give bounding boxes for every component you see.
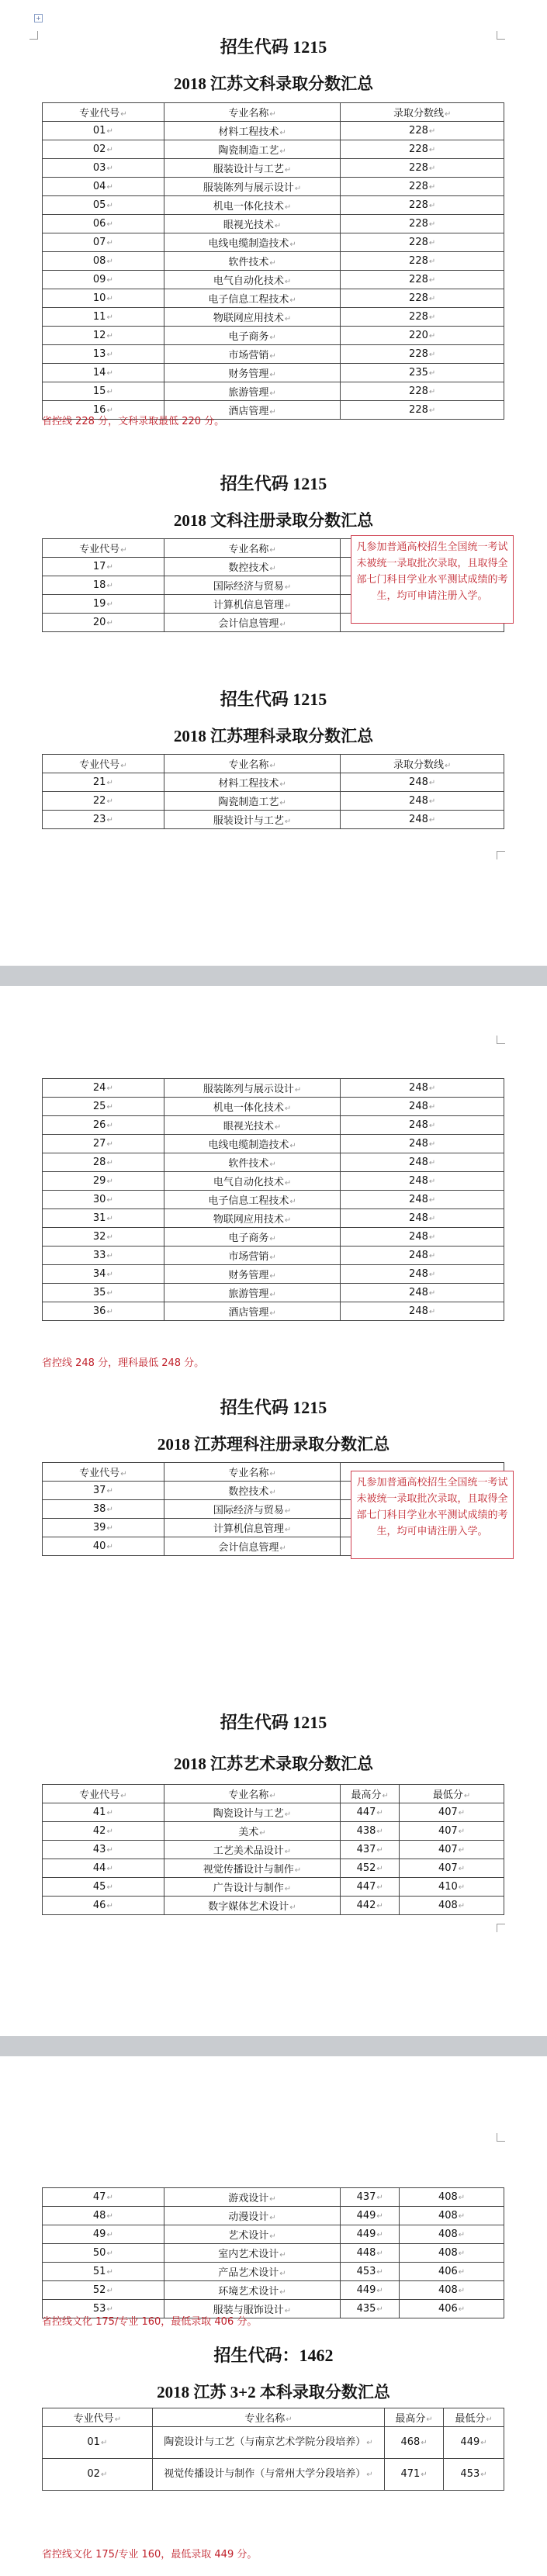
major-name-cell: 物联网应用技术 ↵	[164, 1209, 341, 1228]
major-name-cell: 产品艺术设计 ↵	[164, 2263, 341, 2281]
table-row	[43, 233, 504, 252]
major-name-cell: 服装陈列与展示设计 ↵	[164, 178, 341, 196]
major-code-cell: 47 ↵	[43, 2188, 164, 2207]
major-code-cell: 15 ↵	[43, 382, 164, 401]
liberal-arts-score-table	[42, 102, 504, 420]
score-cell: 453 ↵	[341, 2263, 400, 2281]
table-row	[43, 2188, 504, 2207]
major-name-cell: 数控技术 ↵	[164, 1482, 341, 1500]
table-title: 2018 江苏理科录取分数汇总	[173, 727, 374, 745]
score-cell: 228 ↵	[341, 345, 504, 364]
major-code-cell: 25 ↵	[43, 1098, 164, 1116]
table-row	[43, 271, 504, 289]
major-code-cell: 24 ↵	[43, 1079, 164, 1098]
table-row	[43, 1209, 504, 1228]
column-header: 专业代号 ↵	[43, 103, 164, 122]
score-cell: 228 ↵	[341, 401, 504, 420]
major-name-cell: 艺术设计 ↵	[164, 2225, 341, 2244]
major-name-cell: 国际经济与贸易 ↵	[164, 1500, 341, 1519]
major-name-cell: 数字媒体艺术设计 ↵	[164, 1897, 341, 1915]
score-cell: 228 ↵	[341, 122, 504, 140]
major-name-cell: 电子商务 ↵	[164, 1228, 341, 1247]
table-row	[43, 792, 504, 811]
score-cell: 248 ↵	[341, 1302, 504, 1321]
table-row	[43, 215, 504, 233]
major-name-cell: 电子商务 ↵	[164, 327, 341, 345]
score-cell: 437 ↵	[341, 2188, 400, 2207]
major-name-cell: 酒店管理 ↵	[164, 401, 341, 420]
anchor-icon[interactable]: +	[34, 14, 43, 22]
science-score-table	[42, 754, 504, 829]
score-cell: 406 ↵	[400, 2263, 504, 2281]
score-cell: 228 ↵	[341, 382, 504, 401]
table-row	[43, 308, 504, 327]
score-cell: 407 ↵	[400, 1841, 504, 1859]
score-cell: 220 ↵	[341, 327, 504, 345]
score-cell: 407 ↵	[400, 1803, 504, 1822]
major-code-cell: 45 ↵	[43, 1878, 164, 1897]
admission-code: 招生代码：1462	[213, 2346, 334, 2365]
table-row	[43, 178, 504, 196]
score-cell: 449 ↵	[341, 2281, 400, 2300]
score-cell: 248 ↵	[341, 1098, 504, 1116]
score-cell: 228 ↵	[341, 289, 504, 308]
table-header-row	[43, 1785, 504, 1803]
table-row	[43, 1135, 504, 1153]
score-note: 省控线文化 175/专业 160，最低录取 449 分。	[42, 2549, 258, 2560]
table-title: 2018 江苏艺术录取分数汇总	[173, 1755, 374, 1773]
score-cell: 228 ↵	[341, 178, 504, 196]
major-code-cell: 23 ↵	[43, 811, 164, 829]
admission-code: 招生代码 1215	[220, 474, 327, 493]
major-name-cell: 财务管理 ↵	[164, 1265, 341, 1284]
corner-mark	[497, 2133, 505, 2142]
table-row	[43, 252, 504, 271]
table-row	[43, 1247, 504, 1265]
major-code-cell: 37 ↵	[43, 1482, 164, 1500]
major-code-cell: 46 ↵	[43, 1897, 164, 1915]
major-code-cell: 39 ↵	[43, 1519, 164, 1537]
table-title: 2018 江苏理科注册录取分数汇总	[157, 1435, 390, 1454]
major-code-cell: 51 ↵	[43, 2263, 164, 2281]
major-name-cell: 眼视光技术 ↵	[164, 1116, 341, 1135]
score-note: 省控线文化 175/专业 160，最低录取 406 分。	[42, 2316, 258, 2328]
major-name-cell: 广告设计与制作 ↵	[164, 1878, 341, 1897]
page-separator	[0, 966, 547, 986]
major-code-cell: 27 ↵	[43, 1135, 164, 1153]
major-code-cell: 10 ↵	[43, 289, 164, 308]
major-name-cell: 财务管理 ↵	[164, 364, 341, 382]
score-cell: 228 ↵	[341, 215, 504, 233]
major-name-cell: 电子信息工程技术 ↵	[164, 1191, 341, 1209]
score-cell: 248 ↵	[341, 811, 504, 829]
column-header: 专业代号 ↵	[43, 755, 164, 773]
major-name-cell: 机电一体化技术 ↵	[164, 1098, 341, 1116]
table-row	[43, 364, 504, 382]
major-name-cell: 旅游管理 ↵	[164, 1284, 341, 1302]
major-name-cell: 陶瓷制造工艺 ↵	[164, 140, 341, 159]
table-row	[43, 1878, 504, 1897]
major-code-cell: 43 ↵	[43, 1841, 164, 1859]
column-header: 专业代号 ↵	[43, 1463, 164, 1482]
table-row	[43, 345, 504, 364]
score-cell: 449 ↵	[341, 2207, 400, 2225]
table-header-row	[43, 103, 504, 122]
table-row	[43, 1822, 504, 1841]
table-title: 2018 江苏文科录取分数汇总	[173, 74, 374, 93]
major-code-cell: 13 ↵	[43, 345, 164, 364]
table-row	[43, 2207, 504, 2225]
score-cell: 248 ↵	[341, 1153, 504, 1172]
score-cell: 228 ↵	[341, 159, 504, 178]
score-note: 省控线 228 分，文科录取最低 220 分。	[42, 416, 225, 427]
three-plus-two-score-table	[42, 2408, 504, 2491]
major-name-cell: 市场营销 ↵	[164, 345, 341, 364]
table-row	[43, 1079, 504, 1098]
column-header: 专业名称 ↵	[164, 539, 341, 558]
score-cell: 228 ↵	[341, 140, 504, 159]
score-cell: 408 ↵	[400, 2244, 504, 2263]
score-cell: 248 ↵	[341, 1172, 504, 1191]
major-code-cell: 36 ↵	[43, 1302, 164, 1321]
score-cell: 449 ↵	[341, 2225, 400, 2244]
major-code-cell: 26 ↵	[43, 1116, 164, 1135]
score-cell: 248 ↵	[341, 792, 504, 811]
table-row	[43, 1116, 504, 1135]
table-title: 2018 江苏 3+2 本科录取分数汇总	[157, 2383, 390, 2401]
major-code-cell: 11 ↵	[43, 308, 164, 327]
major-code-cell: 49 ↵	[43, 2225, 164, 2244]
major-code-cell: 07 ↵	[43, 233, 164, 252]
table-row	[43, 159, 504, 178]
table-row	[43, 1284, 504, 1302]
major-code-cell: 53 ↵	[43, 2300, 164, 2318]
major-name-cell: 市场营销 ↵	[164, 1247, 341, 1265]
score-cell: 248 ↵	[341, 1247, 504, 1265]
table-row	[43, 1098, 504, 1116]
major-name-cell: 服装与服饰设计 ↵	[164, 2300, 341, 2318]
major-code-cell: 09 ↵	[43, 271, 164, 289]
column-header: 专业代号 ↵	[43, 2408, 153, 2427]
page-separator	[0, 2036, 547, 2056]
table-row	[43, 1841, 504, 1859]
major-code-cell: 04 ↵	[43, 178, 164, 196]
column-header: 专业名称 ↵	[164, 1463, 341, 1482]
score-cell: 248 ↵	[341, 773, 504, 792]
table-row	[43, 1228, 504, 1247]
major-code-cell: 21 ↵	[43, 773, 164, 792]
major-code-cell: 14 ↵	[43, 364, 164, 382]
major-code-cell: 32 ↵	[43, 1228, 164, 1247]
score-note: 省控线 248 分，理科最低 248 分。	[42, 1357, 205, 1369]
registration-callout: 凡参加普通高校招生全国统一考试未被统一录取批次录取，且取得全部七门科目学业水平测试成绩的考生，均可申请注册入学。	[351, 535, 514, 624]
major-code-cell: 33 ↵	[43, 1247, 164, 1265]
score-cell: 408 ↵	[400, 2188, 504, 2207]
major-name-cell: 物联网应用技术 ↵	[164, 308, 341, 327]
column-header: 最低分 ↵	[444, 2408, 504, 2427]
major-code-cell: 48 ↵	[43, 2207, 164, 2225]
table-row	[43, 1897, 504, 1915]
score-cell: 447 ↵	[341, 1803, 400, 1822]
table-row	[43, 2225, 504, 2244]
table-row	[43, 196, 504, 215]
score-cell: 452 ↵	[341, 1859, 400, 1878]
science-score-table-continued	[42, 1078, 504, 1321]
table-row	[43, 327, 504, 345]
major-code-cell: 18 ↵	[43, 576, 164, 595]
major-code-cell: 35 ↵	[43, 1284, 164, 1302]
major-name-cell: 陶瓷制造工艺 ↵	[164, 792, 341, 811]
score-cell: 248 ↵	[341, 1284, 504, 1302]
score-cell: 248 ↵	[341, 1116, 504, 1135]
major-code-cell: 34 ↵	[43, 1265, 164, 1284]
score-cell: 408 ↵	[400, 1897, 504, 1915]
score-cell: 410 ↵	[400, 1878, 504, 1897]
table-row	[43, 1302, 504, 1321]
table-row	[43, 1172, 504, 1191]
table-row	[43, 2281, 504, 2300]
score-cell: 435 ↵	[341, 2300, 400, 2318]
score-cell: 228 ↵	[341, 308, 504, 327]
major-code-cell: 28 ↵	[43, 1153, 164, 1172]
column-header: 专业名称 ↵	[164, 755, 341, 773]
major-name-cell: 酒店管理 ↵	[164, 1302, 341, 1321]
column-header: 最高分 ↵	[341, 1785, 400, 1803]
major-name-cell: 服装陈列与展示设计 ↵	[164, 1079, 341, 1098]
major-code-cell: 41 ↵	[43, 1803, 164, 1822]
table-title: 2018 文科注册录取分数汇总	[173, 511, 374, 530]
major-name-cell: 数控技术 ↵	[164, 558, 341, 576]
table-row	[43, 1265, 504, 1284]
table-row	[43, 2427, 504, 2459]
corner-mark	[497, 1036, 505, 1044]
major-code-cell: 29 ↵	[43, 1172, 164, 1191]
art-score-table	[42, 1784, 504, 1915]
major-name-cell: 环境艺术设计 ↵	[164, 2281, 341, 2300]
score-cell: 453 ↵	[444, 2459, 504, 2491]
table-row	[43, 382, 504, 401]
table-row	[43, 811, 504, 829]
major-code-cell: 06 ↵	[43, 215, 164, 233]
column-header: 最低分 ↵	[400, 1785, 504, 1803]
major-code-cell: 31 ↵	[43, 1209, 164, 1228]
major-code-cell: 44 ↵	[43, 1859, 164, 1878]
table-row	[43, 773, 504, 792]
score-cell: 408 ↵	[400, 2281, 504, 2300]
column-header: 最高分 ↵	[385, 2408, 444, 2427]
major-name-cell: 眼视光技术 ↵	[164, 215, 341, 233]
table-row	[43, 1859, 504, 1878]
score-cell: 406 ↵	[400, 2300, 504, 2318]
table-row	[43, 289, 504, 308]
major-name-cell: 游戏设计 ↵	[164, 2188, 341, 2207]
major-name-cell: 陶瓷设计与工艺（与南京艺术学院分段培养） ↵	[152, 2427, 384, 2459]
table-row	[43, 1803, 504, 1822]
score-cell: 447 ↵	[341, 1878, 400, 1897]
major-code-cell: 03 ↵	[43, 159, 164, 178]
major-name-cell: 材料工程技术 ↵	[164, 122, 341, 140]
major-name-cell: 服装设计与工艺 ↵	[164, 811, 341, 829]
column-header: 录取分数线 ↵	[341, 103, 504, 122]
admission-code: 招生代码 1215	[220, 37, 327, 57]
major-name-cell: 会计信息管理 ↵	[164, 614, 341, 632]
major-name-cell: 计算机信息管理 ↵	[164, 595, 341, 614]
score-cell: 248 ↵	[341, 1265, 504, 1284]
score-cell: 228 ↵	[341, 271, 504, 289]
column-header: 专业代号 ↵	[43, 1785, 164, 1803]
major-code-cell: 02 ↵	[43, 2459, 153, 2491]
major-name-cell: 国际经济与贸易 ↵	[164, 576, 341, 595]
table-header-row	[43, 755, 504, 773]
major-name-cell: 工艺美术品设计 ↵	[164, 1841, 341, 1859]
table-row	[43, 2459, 504, 2491]
table-row	[43, 2263, 504, 2281]
major-name-cell: 计算机信息管理 ↵	[164, 1519, 341, 1537]
major-code-cell: 50 ↵	[43, 2244, 164, 2263]
admission-code: 招生代码 1215	[220, 1398, 327, 1417]
major-name-cell: 动漫设计 ↵	[164, 2207, 341, 2225]
major-name-cell: 服装设计与工艺 ↵	[164, 159, 341, 178]
major-code-cell: 20 ↵	[43, 614, 164, 632]
major-code-cell: 02 ↵	[43, 140, 164, 159]
major-code-cell: 30 ↵	[43, 1191, 164, 1209]
score-cell: 248 ↵	[341, 1079, 504, 1098]
major-name-cell: 视觉传播设计与制作 ↵	[164, 1859, 341, 1878]
major-code-cell: 12 ↵	[43, 327, 164, 345]
column-header: 专业名称 ↵	[164, 103, 341, 122]
major-name-cell: 机电一体化技术 ↵	[164, 196, 341, 215]
score-cell: 438 ↵	[341, 1822, 400, 1841]
major-code-cell: 08 ↵	[43, 252, 164, 271]
major-code-cell: 38 ↵	[43, 1500, 164, 1519]
score-cell: 468 ↵	[385, 2427, 444, 2459]
major-code-cell: 40 ↵	[43, 1537, 164, 1556]
major-name-cell: 室内艺术设计 ↵	[164, 2244, 341, 2263]
corner-mark	[497, 851, 505, 859]
major-name-cell: 旅游管理 ↵	[164, 382, 341, 401]
major-code-cell: 16 ↵	[43, 401, 164, 420]
major-name-cell: 陶瓷设计与工艺 ↵	[164, 1803, 341, 1822]
column-header: 录取分数线 ↵	[341, 755, 504, 773]
column-header: 专业代号 ↵	[43, 539, 164, 558]
table-row	[43, 1153, 504, 1172]
major-code-cell: 42 ↵	[43, 1822, 164, 1841]
score-cell: 408 ↵	[400, 2207, 504, 2225]
column-header: 专业名称 ↵	[164, 1785, 341, 1803]
major-name-cell: 视觉传播设计与制作（与常州大学分段培养） ↵	[152, 2459, 384, 2491]
table-row	[43, 1191, 504, 1209]
major-name-cell: 软件技术 ↵	[164, 1153, 341, 1172]
score-cell: 448 ↵	[341, 2244, 400, 2263]
table-row	[43, 2244, 504, 2263]
score-cell: 471 ↵	[385, 2459, 444, 2491]
score-cell: 248 ↵	[341, 1191, 504, 1209]
major-code-cell: 05 ↵	[43, 196, 164, 215]
major-name-cell: 材料工程技术 ↵	[164, 773, 341, 792]
major-name-cell: 会计信息管理 ↵	[164, 1537, 341, 1556]
major-name-cell: 美术 ↵	[164, 1822, 341, 1841]
score-cell: 228 ↵	[341, 196, 504, 215]
major-code-cell: 19 ↵	[43, 595, 164, 614]
major-name-cell: 电气自动化技术 ↵	[164, 271, 341, 289]
art-score-table-continued	[42, 2187, 504, 2318]
score-cell: 228 ↵	[341, 252, 504, 271]
score-cell: 437 ↵	[341, 1841, 400, 1859]
major-name-cell: 电线电缆制造技术 ↵	[164, 233, 341, 252]
major-name-cell: 电线电缆制造技术 ↵	[164, 1135, 341, 1153]
score-cell: 449 ↵	[444, 2427, 504, 2459]
major-name-cell: 软件技术 ↵	[164, 252, 341, 271]
major-name-cell: 电子信息工程技术 ↵	[164, 289, 341, 308]
admission-code: 招生代码 1215	[220, 690, 327, 709]
table-row	[43, 122, 504, 140]
score-cell: 235 ↵	[341, 364, 504, 382]
score-cell: 248 ↵	[341, 1209, 504, 1228]
registration-callout: 凡参加普通高校招生全国统一考试未被统一录取批次录取，且取得全部七门科目学业水平测试成绩的考生，均可申请注册入学。	[351, 1471, 514, 1559]
table-header-row	[43, 2408, 504, 2427]
column-header: 专业名称 ↵	[152, 2408, 384, 2427]
score-cell: 248 ↵	[341, 1228, 504, 1247]
score-cell: 228 ↵	[341, 233, 504, 252]
score-cell: 442 ↵	[341, 1897, 400, 1915]
major-code-cell: 17 ↵	[43, 558, 164, 576]
score-cell: 407 ↵	[400, 1859, 504, 1878]
major-code-cell: 01 ↵	[43, 2427, 153, 2459]
corner-mark	[497, 1924, 505, 1932]
major-code-cell: 22 ↵	[43, 792, 164, 811]
score-cell: 408 ↵	[400, 2225, 504, 2244]
score-cell: 248 ↵	[341, 1135, 504, 1153]
major-code-cell: 52 ↵	[43, 2281, 164, 2300]
major-code-cell: 01 ↵	[43, 122, 164, 140]
admission-code: 招生代码 1215	[220, 1713, 327, 1732]
score-cell: 407 ↵	[400, 1822, 504, 1841]
major-name-cell: 电气自动化技术 ↵	[164, 1172, 341, 1191]
table-row	[43, 140, 504, 159]
